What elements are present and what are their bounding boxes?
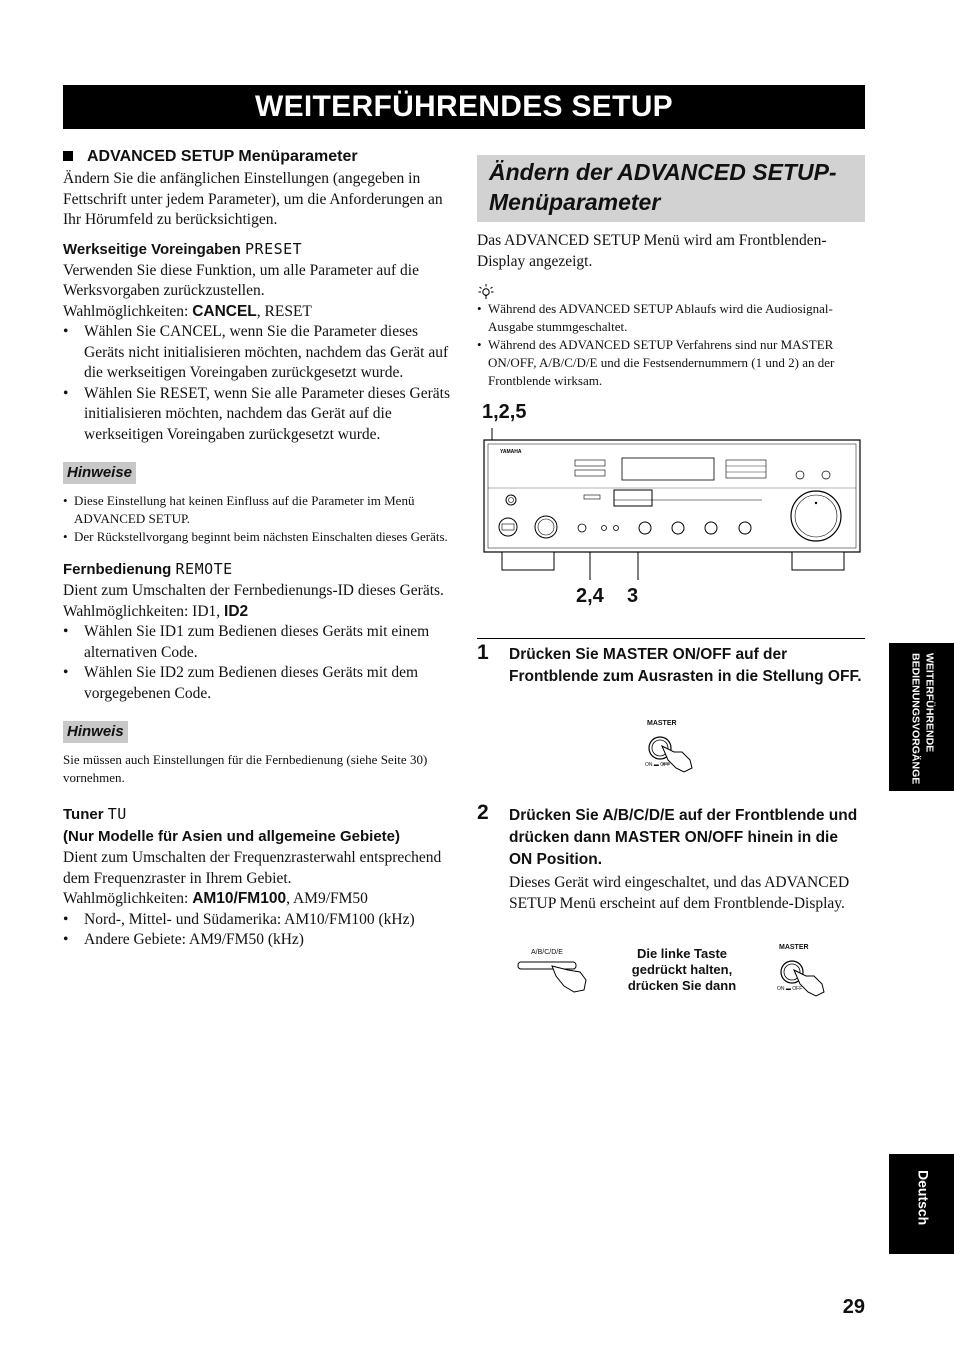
side-tab-advanced-operations: WEITERFÜHRENDE BEDIENUNGSVORGÄNGE (889, 643, 954, 791)
notes-list (63, 492, 453, 546)
abcde-label: A/B/C/D/E (531, 949, 563, 956)
brand-label: YAMAHA (500, 449, 522, 455)
notes-label: Hinweise (63, 462, 136, 484)
preset-heading: Werkseitige Voreingaben PRESET (63, 239, 303, 258)
callout-1-2-5: 1,2,5 (482, 401, 527, 423)
tuner-desc: Dient zum Umschalten der Frequenzrasterwahl entsprechend dem Frequenzraster in Ihrem Gebiet. (63, 849, 442, 887)
hand-press-icon (772, 954, 832, 1002)
section-intro: Ändern Sie die anfänglichen Einstellungen (angegeben in Fettschrift unter jedem Parameter), um die Anforderungen an Ihr Hörumfeld zu berücksichtigen. (63, 170, 443, 228)
page-number: 29 (842, 1296, 865, 1318)
preset-bullets (63, 322, 453, 445)
section-heading: ADVANCED SETUP Menüparameter (63, 147, 453, 167)
list-item: • Diese Einstellung hat keinen Einfluss auf die Parameter im Menü ADVANCED SETUP. (63, 492, 453, 528)
page-title: WEITERFÜHRENDES SETUP (63, 85, 865, 129)
remote-bullets (63, 622, 453, 704)
step-1-number: 1 (477, 641, 489, 664)
preset-code: PRESET (245, 239, 303, 258)
preset-choices: Wahlmöglichkeiten: CANCEL, RESET (63, 302, 312, 320)
master-switch-figure: MASTER ON ▬ OFF (772, 942, 832, 1002)
master-label: MASTER (647, 720, 677, 727)
step-2-number: 2 (477, 801, 489, 824)
abcde-button-figure (512, 946, 592, 996)
callout-3: 3 (627, 585, 639, 607)
list-item: • Andere Gebiete: AM9/FM50 (kHz) (63, 930, 453, 951)
tuner-subheading: (Nur Modelle für Asien und allgemeine Gebiete) (63, 828, 400, 845)
receiver-front-panel (480, 420, 865, 580)
note-text: Sie müssen auch Einstellungen für die Fernbedienung (siehe Seite 30) vornehmen. (63, 752, 428, 785)
list-item: • Während des ADVANCED SETUP Verfahrens sind nur MASTER ON/OFF, A/B/C/D/E und die Festsendernummern (1 und 2) an der Frontblende wirksam. (477, 336, 865, 390)
tips-list (477, 300, 865, 390)
right-intro: Das ADVANCED SETUP Menü wird am Frontblenden-Display angezeigt. (477, 232, 827, 270)
section-advanced-setup (63, 147, 453, 951)
callout-2-4: 2,4 (576, 585, 604, 607)
square-bullet-icon (63, 151, 73, 161)
step-1-text: Drücken Sie MASTER ON/OFF auf der Frontblende zum Ausrasten in die Stellung OFF. (509, 646, 862, 685)
list-item: • Wählen Sie CANCEL, wenn Sie die Parameter dieses Geräts nicht initialisieren möchten, nachdem das Gerät auf die werkseitigen Voreingaben zurückgesetzt wurde. (63, 322, 453, 384)
remote-choices: Wahlmöglichkeiten: ID1, ID2 (63, 602, 249, 620)
note-label: Hinweis (63, 721, 128, 743)
step-2-desc: Dieses Gerät wird eingeschaltet, und das ADVANCED SETUP Menü erscheint auf dem Frontblende-Display. (509, 874, 850, 912)
tip-icon (477, 282, 495, 300)
hand-press-icon (640, 730, 700, 778)
list-item: • Während des ADVANCED SETUP Ablaufs wird die Audiosignal-Ausgabe stummgeschaltet. (477, 300, 865, 336)
list-item: • Wählen Sie RESET, wenn Sie alle Parameter dieses Geräts initialisieren möchten, nachdem das Gerät auf die werkseitigen Voreingaben zurückgesetzt wurde. (63, 384, 453, 446)
remote-code: REMOTE (175, 560, 233, 578)
tuner-bullets (63, 910, 453, 951)
master-label: MASTER (779, 944, 809, 951)
remote-heading: Fernbedienung REMOTE (63, 560, 233, 578)
hold-instruction: Die linke Taste gedrückt halten, drücken Sie dann (627, 946, 737, 993)
remote-desc: Dient zum Umschalten der Fernbedienungs-ID dieses Geräts. (63, 582, 444, 599)
tuner-choices: Wahlmöglichkeiten: AM10/FM100, AM9/FM50 (63, 890, 368, 907)
preset-desc: Verwenden Sie diese Funktion, um alle Parameter auf die Werksvorgaben zurückzustellen. (63, 261, 419, 299)
master-switch-figure: MASTER ON ▬ OFF (640, 718, 700, 778)
tuner-code: TU (107, 805, 127, 823)
tuner-heading: Tuner TU (63, 805, 127, 823)
list-item: • Der Rückstellvorgang beginnt beim nächsten Einschalten dieses Geräts. (63, 528, 453, 546)
step-divider (477, 638, 865, 639)
hand-press-icon (512, 960, 592, 996)
list-item: • Wählen Sie ID1 zum Bedienen dieses Geräts mit einem alternativen Code. (63, 622, 453, 663)
list-item: • Wählen Sie ID2 zum Bedienen dieses Geräts mit dem vorgegebenen Code. (63, 663, 453, 704)
step-2-text: Drücken Sie A/B/C/D/E auf der Frontblende und drücken dann MASTER ON/OFF hinein in die ON Position. (509, 807, 858, 868)
right-heading: Ändern der ADVANCED SETUP- Menüparameter (477, 155, 865, 222)
side-tab-language: Deutsch (889, 1154, 954, 1254)
list-item: • Nord-, Mittel- und Südamerika: AM10/FM100 (kHz) (63, 910, 453, 931)
